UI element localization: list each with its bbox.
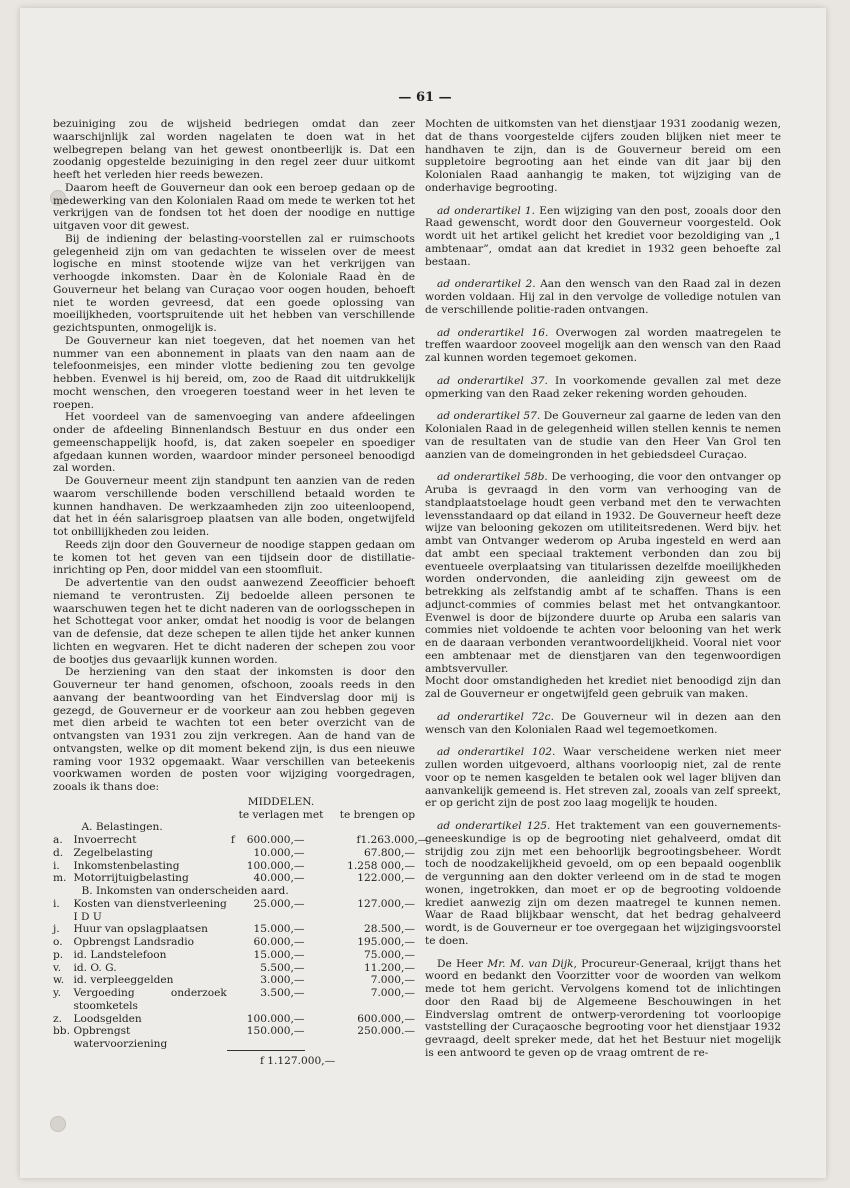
paragraph-text: Overwogen zal worden maatregelen te treffen waardoor zooveel mogelijk aan den wensch van den Raad zal kunnen worden tegemoet gekomen. [425,326,781,364]
row-decrease: 5.500,— [260,961,305,974]
paragraph: De Gouverneur kan niet toegeven, dat het noemen van het nummer van een abonnement in plaats van den naam aan de telefoonmeisjes, een minder vlotte bediening zou ten gevolge hebben. Evenwel is hij bereid, om, zoo de Raad dit uitdrukkelijk mocht wenschen, den vroegeren toestand weer in het leven te roepen. [53,334,415,411]
row-new-amount: 250.000.— [357,1025,415,1038]
row-decrease: 3.500,— [260,987,305,999]
page-number: — 61 — [398,90,452,105]
row-new-amount: 127.000,— [357,897,415,910]
row-description: Opbrengst watervoorziening [73,1025,168,1050]
row-code: j. [53,923,60,936]
row-new-amount: 11.200,— [363,961,415,974]
row-decrease: 40.000,— [253,872,305,885]
row-decrease: 150.000,— [227,1025,305,1051]
article-reference: ad onderartikel 2. [437,278,536,291]
currency-sign: f [230,834,235,846]
row-decrease: 15.000,— [253,923,305,936]
paragraph [425,410,781,461]
paragraph: Bij de indiening der belasting-voorstellen zal er ruimschoots gelegenheid zijn om van gedachten te wisselen over de meest logische en minst stootende wijze van het verkrijgen van verhoogde inkomsten. Daar èn de Koloniale Raad èn de Gouverneur het belang van Curaçao voor oogen houden, behoeft niet te worden gevreesd, dat een goede oplossing van moeilijkheden, voortspruitende uit het hebben van verschillende gezichtspunten, onmogelijk is. [53,232,415,334]
paragraph: Reeds zijn door den Gouverneur de noodige stappen gedaan om te komen tot het geven van een tijdsein door de distillatie-inrichting op Pen, door middel van een stoomfluit. [53,538,415,577]
row-description: Zegelbelasting [73,846,153,859]
closing-text: , Procureur-Generaal, krijgt thans het woord en bedankt den Voorzitter voor de woorden van welkom mede tot hem gericht. Vervolgens komend tot de inlichtingen door den Raad bij de Algemeene Beschouwingen in het Eindverslag omtrent de ontwerp-verordening tot voorloopige vaststelling der Curaçaosche begrooting voor het dienstjaar 1932 gevraagd, deelt spreker mede, dat het het Bestuur niet mogelijk is een antwoord te geven op de vraag omtrent de re- [425,957,781,1059]
row-decrease: 3.000,— [260,974,305,987]
table-row [53,872,415,885]
section-heading: A. Belastingen. [81,821,163,834]
row-description: Inkomstenbelasting [73,859,180,872]
row-new-amount: 1.263.000,— [360,834,429,846]
punch-hole [50,1116,66,1132]
row-code: d. [53,846,64,859]
paragraph [425,820,781,948]
table-row [53,987,415,1013]
paragraph [425,746,781,810]
row-description: Invoerrecht [73,834,137,846]
table-row [53,949,415,962]
row-new-amount: 28.500,— [363,923,415,936]
paragraph-text: In voorkomende gevallen zal met deze opmerking van den Raad zeker rekening worden gehouden. [425,374,781,400]
row-code: z. [53,1012,62,1025]
table-row [53,936,415,949]
right-column [425,118,781,1070]
article-reference: ad onderartikel 72c. [437,710,554,723]
paragraph-text: De Gouverneur zal gaarne de leden van den Kolonialen Raad in de gelegenheid willen stellen kennis te nemen van de resultaten van de studie van den Heer Van Grol ten aanzien van de domeingronden in het gebiedsdeel Curaçao. [425,410,781,461]
row-code: p. [53,948,64,961]
row-new-amount: 7.000,— [370,974,415,987]
row-new-amount: 7.000,— [370,987,415,999]
article-reference: ad onderartikel 58b. [437,471,548,484]
left-column [53,118,429,1068]
table-row [53,962,415,975]
paragraph: De Gouverneur meent zijn standpunt ten aanzien van de reden waarom verschillende boden verschillend betaald worden te kunnen handhaven. De werkzaamheden zijn zoo uiteenloopend, dat het in één salarisgroep plaatsen van alle boden, ongetwijfeld tot onbillijkheden zou leiden. [53,475,415,538]
paragraph-text: De verhooging, die voor den ontvanger op Aruba is gevraagd in den vorm van verhooging van de standplaatstoelage houdt geen verband met den te verwachten levensstandaard op dat eiland in 1932. De Gouverneur heeft deze wijze van belooning gekozen om utiliteitsredenen. Werd bijv. het ambt van Ontvanger wederom op Aruba ingesteld en werd aan dat ambt een speciaal traktement verbonden dan zou bij eventueele overplaatsing van titularissen dezelfde moeilijkheden worden ondervonden, die aanleiding zijn geweest om de betrekking als zelfstandig ambt af te schaffen. Thans is een adjunct-commies of commies belast met het ontvangkantoor. Evenwel is door de bijzondere duurte op Aruba een salaris van commies niet voldoende te achten voor belooning van het werk en de daaraan verbonden verantwoordelijkheid. Vooral niet voor een ambtenaar met de dienstjaren van den tegenwoordigen ambtsvervuller. Mocht door omstandigheden het krediet niet benoodigd zijn dan zal de Gouverneur er ongetwijfeld geen gebruik van maken. [425,471,781,700]
table-row [53,1013,415,1026]
table-row [53,860,415,873]
row-new-amount: 67.800,— [363,846,415,859]
row-new-amount: 75.000,— [363,948,415,961]
row-decrease: 600.000,— [246,834,305,846]
paragraph [425,278,781,316]
table-row [53,834,415,847]
paragraph [425,205,781,269]
paragraph [425,375,781,401]
table-row [53,923,415,936]
article-reference: ad onderartikel 102. [437,746,556,759]
row-code: i. [53,897,60,910]
table-row [53,974,415,987]
currency-sign: f [356,834,361,846]
row-description: id. verpleeggelden [73,974,174,987]
row-code: i. [53,859,60,872]
row-description: id. Landstelefoon [73,948,167,961]
row-code: a. [53,834,63,846]
closing-prefix: De Heer [437,957,488,970]
paragraph [425,118,781,195]
row-new-amount: 122.000,— [357,872,415,885]
column-header-new: te brengen op [339,808,415,821]
article-reference: ad onderartikel 16. [437,326,549,339]
row-description: Huur van opslagplaatsen [73,923,208,936]
paragraph: De herziening van den staat der inkomsten is door den Gouverneur ter hand genomen, ofschoon, zooals reeds in den aanvang der beantwoording van het Eindverslag door mij is gezegd, de Gouverneur er de voorkeur aan zou hebben gegeven met dien arbeid te wachten tot een beter overzicht van de ontvangsten van 1931 zou zijn verkregen. Aan de hand van de ontvangsten, welke op dit moment bekend zijn, is dus een nieuwe raming voor 1932 opgemaakt. Waar verschillen van beteekenis voorkwamen worden de posten voor wijziging voorgedragen, zooals ik thans doe: [53,666,415,793]
section-heading: B. Inkomsten van onderscheiden aard. [81,885,289,897]
article-reference: ad onderartikel 125. [437,820,551,832]
row-new-amount: 600.000,— [357,1012,415,1025]
paragraph-text: Mochten de uitkomsten van het dienstjaar 1931 zoodanig wezen, dat de thans voorgestelde cijfers zouden blijken niet meer te handhaven te zijn, dan is de Gouverneur bereid om een suppletoire begrooting aan het einde van dit jaar bij den Kolonialen Raad aanhangig te maken, tot wijziging van de onderhavige begrooting. [425,118,781,194]
paragraph [425,471,781,701]
paragraph-text: De Gouverneur wil in dezen aan den wensch van den Kolonialen Raad wel tegemoetkomen. [425,710,782,736]
paragraph-text: Aan den wensch van den Raad zal in dezen worden voldaan. Hij zal in den vervolge de volledige notulen van de verschillende politie-raden ontvangen. [425,278,781,316]
revenue-table [53,795,429,1068]
paragraph: De advertentie van den oudst aanwezend Zeeofficier behoeft niemand te verontrusten. Zij bedoelde alleen personen te waarschuwen tegen het te dicht naderen van de oorlogsschepen in het Schottegat voor anker, omdat het noodig is voor de belangen van de defensie, dat deze schepen te allen tijde het anker kunnen lichten en wegvaren. Het te dicht naderen der schepen zou voor de bootjes dus gevaarlijk kunnen worden. [53,577,415,666]
speaker-name: Mr. M. van Dijk [487,957,574,970]
row-description: Loodsgelden [73,1012,142,1025]
row-decrease: 15.000,— [253,948,305,961]
row-code: o. [53,936,63,948]
article-reference: ad onderartikel 1. [437,204,536,217]
paragraph-text: Een wijziging van den post, zooals door den Raad gewenscht, wordt door den Gouverneur voorgesteld. Ook wordt uit het artikel gelicht het krediet voor bezoldiging van „1 ambtenaar”, omdat aan dat krediet in 1932 geen behoefte zal bestaan. [425,204,782,268]
row-code: v. [53,961,62,974]
table-row [53,847,415,860]
table-row [53,1025,415,1051]
paragraph: Het voordeel van de samenvoeging van andere afdeelingen onder de afdeeling Binnenlandsch Bestuur en dus onder een gemeenschappelijk hoofd, is, dat zaken soepeler en spoediger afgedaan kunnen worden, waardoor minder personeel benoodigd zal worden. [53,411,415,475]
paragraph: bezuiniging zou de wijsheid bedriegen omdat dan zeer waarschijnlijk zal worden nagelaten te doen wat in het welbegrepen belang van het gewest onontbeerlijk is. Dat een zoodanig opgestelde bezuiniging in den regel zeer duur uitkomt heeft het verleden hier reeds bewezen. [53,118,415,181]
paragraph [425,711,781,737]
row-code: bb. [53,1025,70,1038]
row-new-amount: 195.000,— [357,936,415,948]
row-decrease: 60.000,— [253,936,305,948]
article-reference: ad onderartikel 37. [437,374,548,387]
row-description: Opbrengst Landsradio [73,936,195,948]
paragraph: Daarom heeft de Gouverneur dan ook een beroep gedaan op de medewerking van den Kolonialen Raad om mede te werken tot het verkrijgen van de fondsen tot het doen der noodige en nuttige uitgaven voor dit gewest. [53,181,415,232]
row-decrease: 10.000,— [253,846,305,859]
paragraph-text: Waar verscheidene werken niet meer zullen worden uitgevoerd, althans voorloopig niet, zal de rente voor op te nemen kasgelden te betalen ook wel lager blijven dan aanvankelijk gemeend is. Het streven zal, zooals van zelf spreekt, er op gericht zijn de post zoo laag mogelijk te houden. [425,746,781,810]
paragraph [425,327,781,365]
table-row [53,898,415,924]
row-description: id. O. G. [73,961,117,974]
table-total: f 1.127.000,— [260,1055,336,1068]
row-new-amount: 1.258 000,— [347,859,415,872]
column-header-decrease: te verlagen met [238,808,324,821]
article-reference: ad onderartikel 57. [437,410,541,423]
row-code: m. [53,872,67,885]
row-code: w. [53,974,65,987]
row-description: Kosten van dienstverleening I D U [73,897,227,923]
row-description: Vergoeding onderzoek stoomketels [73,987,227,1012]
row-description: Motorrijtuigbelasting [73,872,189,885]
row-decrease: 100.000,— [246,1012,305,1025]
row-code: y. [53,987,61,999]
table-title: MIDDELEN. [247,795,315,808]
closing-paragraph [425,958,781,1060]
paragraph-text: Het traktement van een gouvernements-geneeskundige is op de begrooting niet gehalveerd, omdat dit strijdig zou zijn met een behoorlijk begrootingsbeheer. Wordt toch de noodzakelijkheid gevoeld, om op een bepaald oogenblik de vergunning aan den dokter verleend om in de stad te mogen wonen, ingetrokken, dan moet er op de begrooting voldoende krediet aanwezig zijn om dezen maatregel te kunnen nemen. Waar de Raad blijkbaar wenscht, dat het bedrag gehalveerd wordt, is de Gouverneur er toe overgegaan het wijzigingsvoorstel te doen. [425,820,782,947]
row-decrease: 25.000,— [253,897,305,910]
row-decrease: 100.000,— [246,859,305,872]
